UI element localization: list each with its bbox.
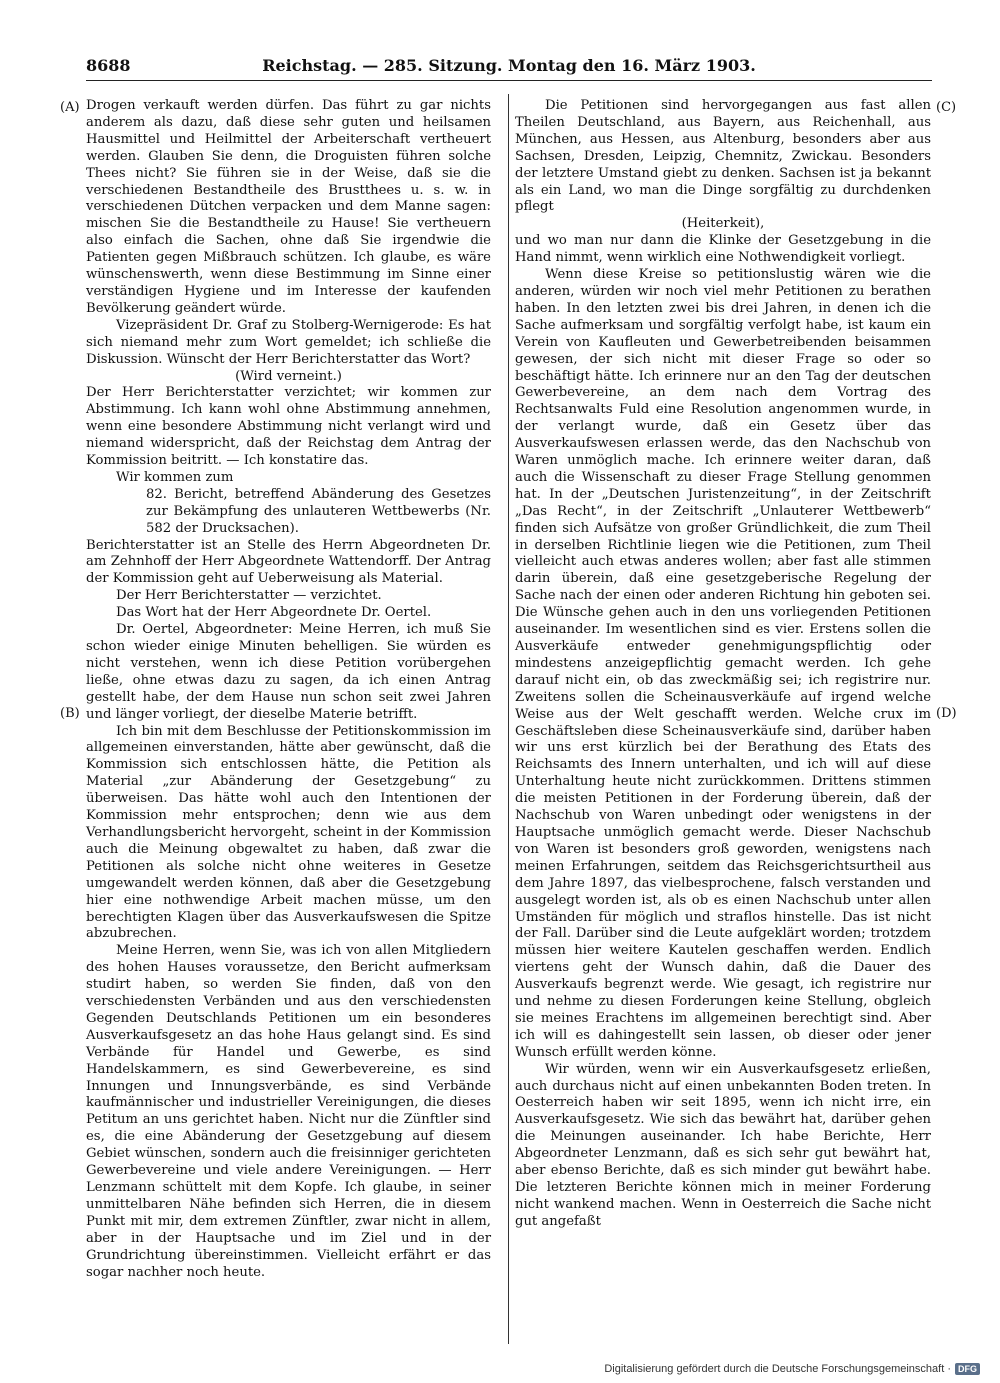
- paragraph: Der Herr Berichterstatter — verzichtet.: [116, 588, 382, 604]
- speech-paragraph: Ich bin mit dem Beschlusse der Petitionskommission im allgemeinen einverstanden, hätte aber gewünscht, daß die Kommission sich entschlossen hätte, die Petition als Material „zur Abänderung der Gesetzgebung“ zu überweisen. Das hätte wohl auch den Intentionen der Kommission mehr entsprochen; denn wie aus dem Verhandlungsbericht hervorgeht, scheint in der Kommission auch die Meinung obgewaltet zu haben, daß zwar die Petitionen als solche nicht ohne weiteres in Gesetze umgewandelt werden können, daß aber die Gesetzgebung hier eine nothwendige Arbeit machen müsse, um den berechtigten Klagen über das Ausverkaufswesen die Spitze abzubrechen.: [86, 723, 491, 942]
- margin-marker-a: (A): [60, 100, 80, 115]
- paragraph: Vizepräsident Dr. Graf zu Stolberg-Wernigerode: Es hat sich niemand mehr zum Wort gemeldet; ich schließe die Diskussion. Wünscht der Herr Berichterstatter das Wort?: [86, 317, 491, 367]
- paragraph: Das Wort hat der Herr Abgeordnete Dr. Oertel.: [116, 605, 432, 621]
- page-number: 8688: [86, 56, 131, 75]
- paragraph: Drogen verkauft werden dürfen. Das führt zu gar nichts anderem als dazu, daß diese sehr guten und heilsamen Hausmittel und Heilmittel der Arbeiterschaft vertheuert werden. Glauben Sie denn, die Droguisten führen solche Thees nicht? Sie führen sie in der Weise, daß sie die verschiedenen Bestandtheile des Brustthees u. s. w. in verschiedenen Dütchen verpacken und dem Manne sagen: mischen Sie die Bestandtheile zu Hause! Sie vertheuern also einfach die Sachen, ohne daß Sie irgendwie die Patienten gegen Mißbrauch schützen. Ich glaube, es wäre wünschenswerth, wenn diese Bestimmung im Sinne einer verständigen Hygiene und im Interesse der kaufenden Bevölkerung geändert würde.: [86, 98, 491, 316]
- speech-paragraph: Wenn diese Kreise so petitionslustig wären wie die anderen, würden wir noch viel mehr Petitionen zu berathen haben. In den letzten zwei bis drei Jahren, in denen ich die Sache aufmerksam und sorgfältig verfolgt habe, ist kaum ein Verein von Kaufleuten und Gewerbetreibenden beisammen gewesen, der sich nicht mit dieser Frage so oder so beschäftigt hätte. Ich erinnere nur an den Tag der deutschen Gewerbevereine, an dem nach dem Vortrag des Rechtsanwalts Fuld eine Resolution angenommen wurde, in der verlangt wurde, daß ein Gesetz über das Ausverkaufswesen erlassen werde, das den Nachschub von Waren unmöglich mache. Ich erinnere weiter daran, daß auch die Wissenschaft zu dieser Frage Stellung genommen hat. In der „Deutschen Juristenzeitung“, in der Zeitschrift „Das Recht“, in der Zeitschrift „Unlauterer Wettbewerb“ finden sich Aufsätze von großer Gründlichkeit, die zum Theil in derselben Richtlinie liegen wie die Petitionen, zum Theil vielleicht auch etwas anderes wollen; aber fast alle stimmen darin überein, daß eine gesetzgeberische Regelung der Sache nach der einen oder anderen Richtung hin geboten sei. Die Wünsche gehen auch in den uns vorliegenden Petitionen auseinander. Im wesentlichen sind es vier. Erstens sollen die Ausverkäufe entweder genehmigungspflichtig oder mindestens anzeigepflichtig gemacht werden. Ich gehe darauf nicht ein, ob das zweckmäßig sei; ich registrire nur. Zweitens sollen die Scheinausverkäufe auf irgend welche Weise aus der Welt geschafft werden. Welche crux im Geschäftsleben diese Scheinausverkäufe sind, darüber haben wir uns erst kürzlich bei der Berathung des Etats des Reichsamts des Innern unterhalten, und ich will auf diese Unterhaltung heute nicht zurückkommen. Drittens stimmen die meisten Petitionen in der Forderung überein, daß der Nachschub von Waren unbedingt oder wenigstens in der Hauptsache unmöglich gemacht werde. Dieser Nachschub von Waren ist besonders groß geworden, wenigstens nach meinen Erfahrungen, seitdem das Reichsgerichtsurtheil aus dem Jahre 1897, das vielbesprochene, falsch verstanden und ausgelegt worden ist, als ob es einen Nachschub unter allen Umständen für möglich und straflos hinstelle. Das ist nicht der Fall. Darüber sind die Leute aufgeklärt worden; trotzdem müssen hier weitere Kautelen geschaffen werden. Endlich viertens geht der Wunsch dahin, daß die Dauer des Ausverkaufs begrenzt werde. Wie gesagt, ich registrire nur und nehme zu diesen Forderungen keine Stellung, obgleich sie meines Erachtens im allgemeinen berechtigt sind. Aber ich will es dahingestellt sein lassen, ob dieser oder jener Wunsch erfüllt werden könne.: [515, 267, 931, 1060]
- margin-marker-d: (D): [936, 706, 957, 721]
- margin-marker-c: (C): [936, 100, 957, 115]
- credit-text: Digitalisierung gefördert durch die Deutsche Forschungsgemeinschaft ·: [604, 1363, 951, 1375]
- paragraph: Wir kommen zum: [116, 469, 234, 485]
- digitization-credit: [604, 1363, 980, 1375]
- page-header: [86, 56, 932, 81]
- interjection: (Heiterkeit),: [681, 216, 765, 232]
- speech-paragraph: Die Petitionen sind hervorgegangen aus fast allen Theilen Deutschland, aus Bayern, aus Reichenhall, aus München, aus Hessen, aus Altenburg, besonders aber aus Sachsen, Dresden, Leipzig, Chemnitz, Zwickau. Besonders der letztere Umstand giebt zu denken. Sachsen ist ja bekannt als ein Land, wo man die Dinge sorgfältig zu durchdenken pflegt: [515, 98, 931, 215]
- dfg-logo: DFG: [955, 1363, 980, 1375]
- interjection: (Wird verneint.): [235, 368, 342, 384]
- right-column: [515, 98, 931, 1231]
- speech-paragraph: und wo man nur dann die Klinke der Gesetzgebung in die Hand nimmt, wenn wirklich eine Nothwendigkeit vorliegt.: [515, 233, 931, 266]
- speech-paragraph: Meine Herren, wenn Sie, was ich von allen Mitgliedern des hohen Hauses voraussetze, den Bericht aufmerksam studirt haben, so werden Sie finden, daß von den verschiedensten Verbänden und aus den verschiedensten Gegenden Deutschlands Petitionen um ein besonderes Ausverkaufsgesetz an das hohe Haus gelangt sind. Es sind Verbände für Handel und Gewerbe, es sind Handelskammern, es sind Gewerbevereine, es sind Innungen und Innungsverbände, es sind Verbände kaufmännischer und industrieller Vereinigungen, die dieses Petitum an uns gerichtet haben. Nicht nur die Zünftler sind es, die eine Abänderung der Gesetzgebung auf diesem Gebiet wünschen, sondern auch die freisinniger gerichteten Gewerbevereine und viele andere Vereinigungen. — Herr Lenzmann schüttelt mit dem Kopfe. Ich glaube, in seiner unmittelbaren Nähe befinden sich Herren, die in diesem Punkt mit mir, dem extremen Zünftler, zwar nicht in allem, aber in der Hauptsache und im Ziel und in der Grundrichtung übereinstimmen. Vielleicht erfährt er das sogar nachher noch heute.: [86, 943, 491, 1280]
- speech-paragraph: Wir würden, wenn wir ein Ausverkaufsgesetz erließen, auch durchaus nicht auf einen unbekannten Boden treten. In Oesterreich haben wir seit 1895, wenn ich nicht irre, ein Ausverkaufsgesetz. Wie sich das bewährt hat, darüber gehen die Meinungen auseinander. Ich habe Berichte, Herr Abgeordneter Lenzmann, daß es sich sehr gut bewährt hat, aber ebenso Berichte, daß es sich minder gut bewährt habe. Die letzteren Berichte können mich in meiner Forderung nicht wankend machen. Wenn in Oesterreich die Sache nicht gut angefaßt: [515, 1061, 931, 1229]
- left-column: [86, 98, 491, 1281]
- agenda-item: 82. Bericht, betreffend Abänderung des Gesetzes zur Bekämpfung des unlauteren Wettbewerbs (Nr. 582 der Drucksachen).: [146, 486, 491, 536]
- column-divider: [508, 94, 509, 1344]
- paragraph: Der Herr Berichterstatter verzichtet; wir kommen zur Abstimmung. Ich kann wohl ohne Abstimmung annehmen, wenn eine besondere Abstimmung nicht verlangt wird und niemand widerspricht, daß der Reichstag dem Antrag der Kommission beitritt. — Ich konstatire das.: [86, 385, 491, 469]
- running-title: Reichstag. — 285. Sitzung. Montag den 16. März 1903.: [262, 56, 756, 75]
- margin-marker-b: (B): [60, 706, 80, 721]
- paragraph: Berichterstatter ist an Stelle des Herrn Abgeordneten Dr. am Zehnhoff der Herr Abgeordnete Wattendorff. Der Antrag der Kommission geht auf Ueberweisung als Material.: [86, 537, 491, 587]
- speech-paragraph: Dr. Oertel, Abgeordneter: Meine Herren, ich muß Sie schon wieder einige Minuten behelligen. Sie würden es nicht verstehen, wenn ich diese Petition vorübergehen ließe, ohne etwas dazu zu sagen, da ich einen Antrag gestellt habe, der dem Hause nun schon seit zwei Jahren und länger vorliegt, der dieselbe Materie betrifft.: [86, 622, 491, 722]
